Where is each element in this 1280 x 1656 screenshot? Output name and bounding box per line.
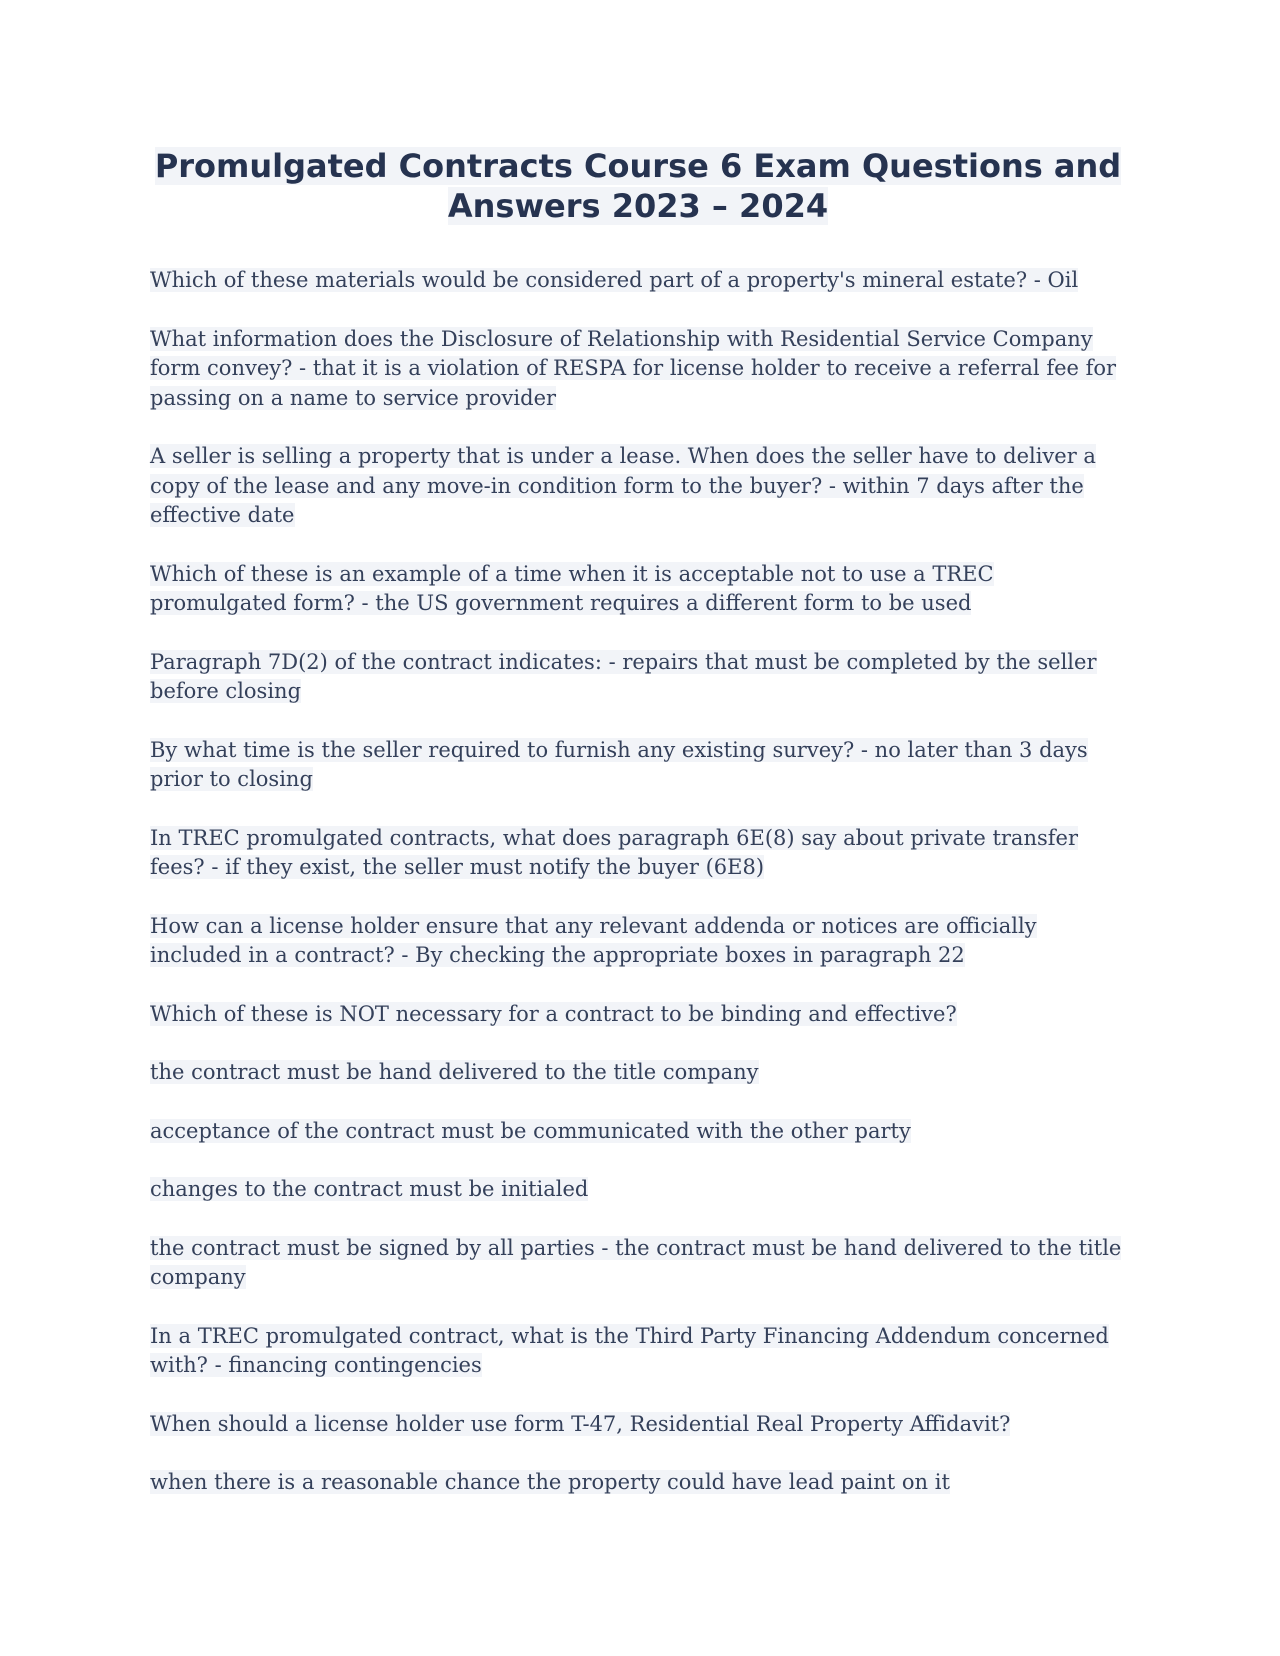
paragraph-text: acceptance of the contract must be communicated with the other party: [150, 1118, 911, 1143]
paragraph: [150, 1322, 1126, 1381]
paragraph: [150, 1117, 1126, 1147]
document-body: [150, 266, 1126, 1527]
paragraph: [150, 824, 1126, 883]
paragraph-text: changes to the contract must be initialed: [150, 1177, 589, 1201]
document-title-text: Promulgated Contracts Course 6 Exam Questions and Answers 2023 – 2024: [154, 147, 1122, 225]
paragraph-text: the contract must be signed by all parties - the contract must be hand delivered to the title company: [150, 1235, 1122, 1289]
paragraph-text: What information does the Disclosure of Relationship with Residential Service Company form convey? - that it is a violation of RESPA for license holder to receive a referral fee for passing on a name to service provider: [150, 326, 1117, 410]
paragraph: [150, 912, 1126, 971]
paragraph: [150, 560, 1126, 619]
paragraph: [150, 736, 1126, 795]
paragraph-text: Which of these is NOT necessary for a contract to be binding and effective?: [150, 1001, 957, 1026]
paragraph: [150, 1175, 1126, 1205]
paragraph: [150, 1000, 1126, 1030]
paragraph-text: In a TREC promulgated contract, what is the Third Party Financing Addendum concerned with? - financing contingencies: [150, 1323, 1109, 1377]
paragraph: [150, 648, 1126, 707]
paragraph: [150, 1468, 1126, 1498]
document-title: [150, 146, 1126, 226]
paragraph: [150, 1058, 1126, 1088]
paragraph-text: Which of these materials would be considered part of a property's mineral estate? - Oil: [150, 268, 1079, 292]
paragraph: [150, 1410, 1126, 1440]
paragraph-text: How can a license holder ensure that any relevant addenda or notices are officially included in a contract? - By checking the appropriate boxes in paragraph 22: [150, 913, 1037, 967]
paragraph-text: when there is a reasonable chance the property could have lead paint on it: [150, 1470, 950, 1494]
paragraph-text: By what time is the seller required to furnish any existing survey? - no later than 3 days prior to closing: [150, 737, 1088, 791]
paragraph-text: A seller is selling a property that is under a lease. When does the seller have to deliver a copy of the lease and any move-in condition form to the buyer? - within 7 days after the effective date: [150, 444, 1096, 527]
paragraph: [150, 325, 1126, 414]
paragraph: [150, 1234, 1126, 1293]
paragraph: [150, 442, 1126, 531]
paragraph-text: Paragraph 7D(2) of the contract indicates: - repairs that must be completed by the seller before closing: [150, 649, 1097, 703]
paragraph-text: In TREC promulgated contracts, what does paragraph 6E(8) say about private transfer fees? - if they exist, the seller must notify the buyer (6E8): [150, 825, 1078, 879]
paragraph-text: When should a license holder use form T-47, Residential Real Property Affidavit?: [150, 1411, 1011, 1436]
paragraph-text: the contract must be hand delivered to the title company: [150, 1060, 759, 1084]
paragraph-text: Which of these is an example of a time when it is acceptable not to use a TREC promulgated form? - the US government requires a different form to be used: [150, 561, 994, 615]
paragraph: [150, 266, 1126, 296]
